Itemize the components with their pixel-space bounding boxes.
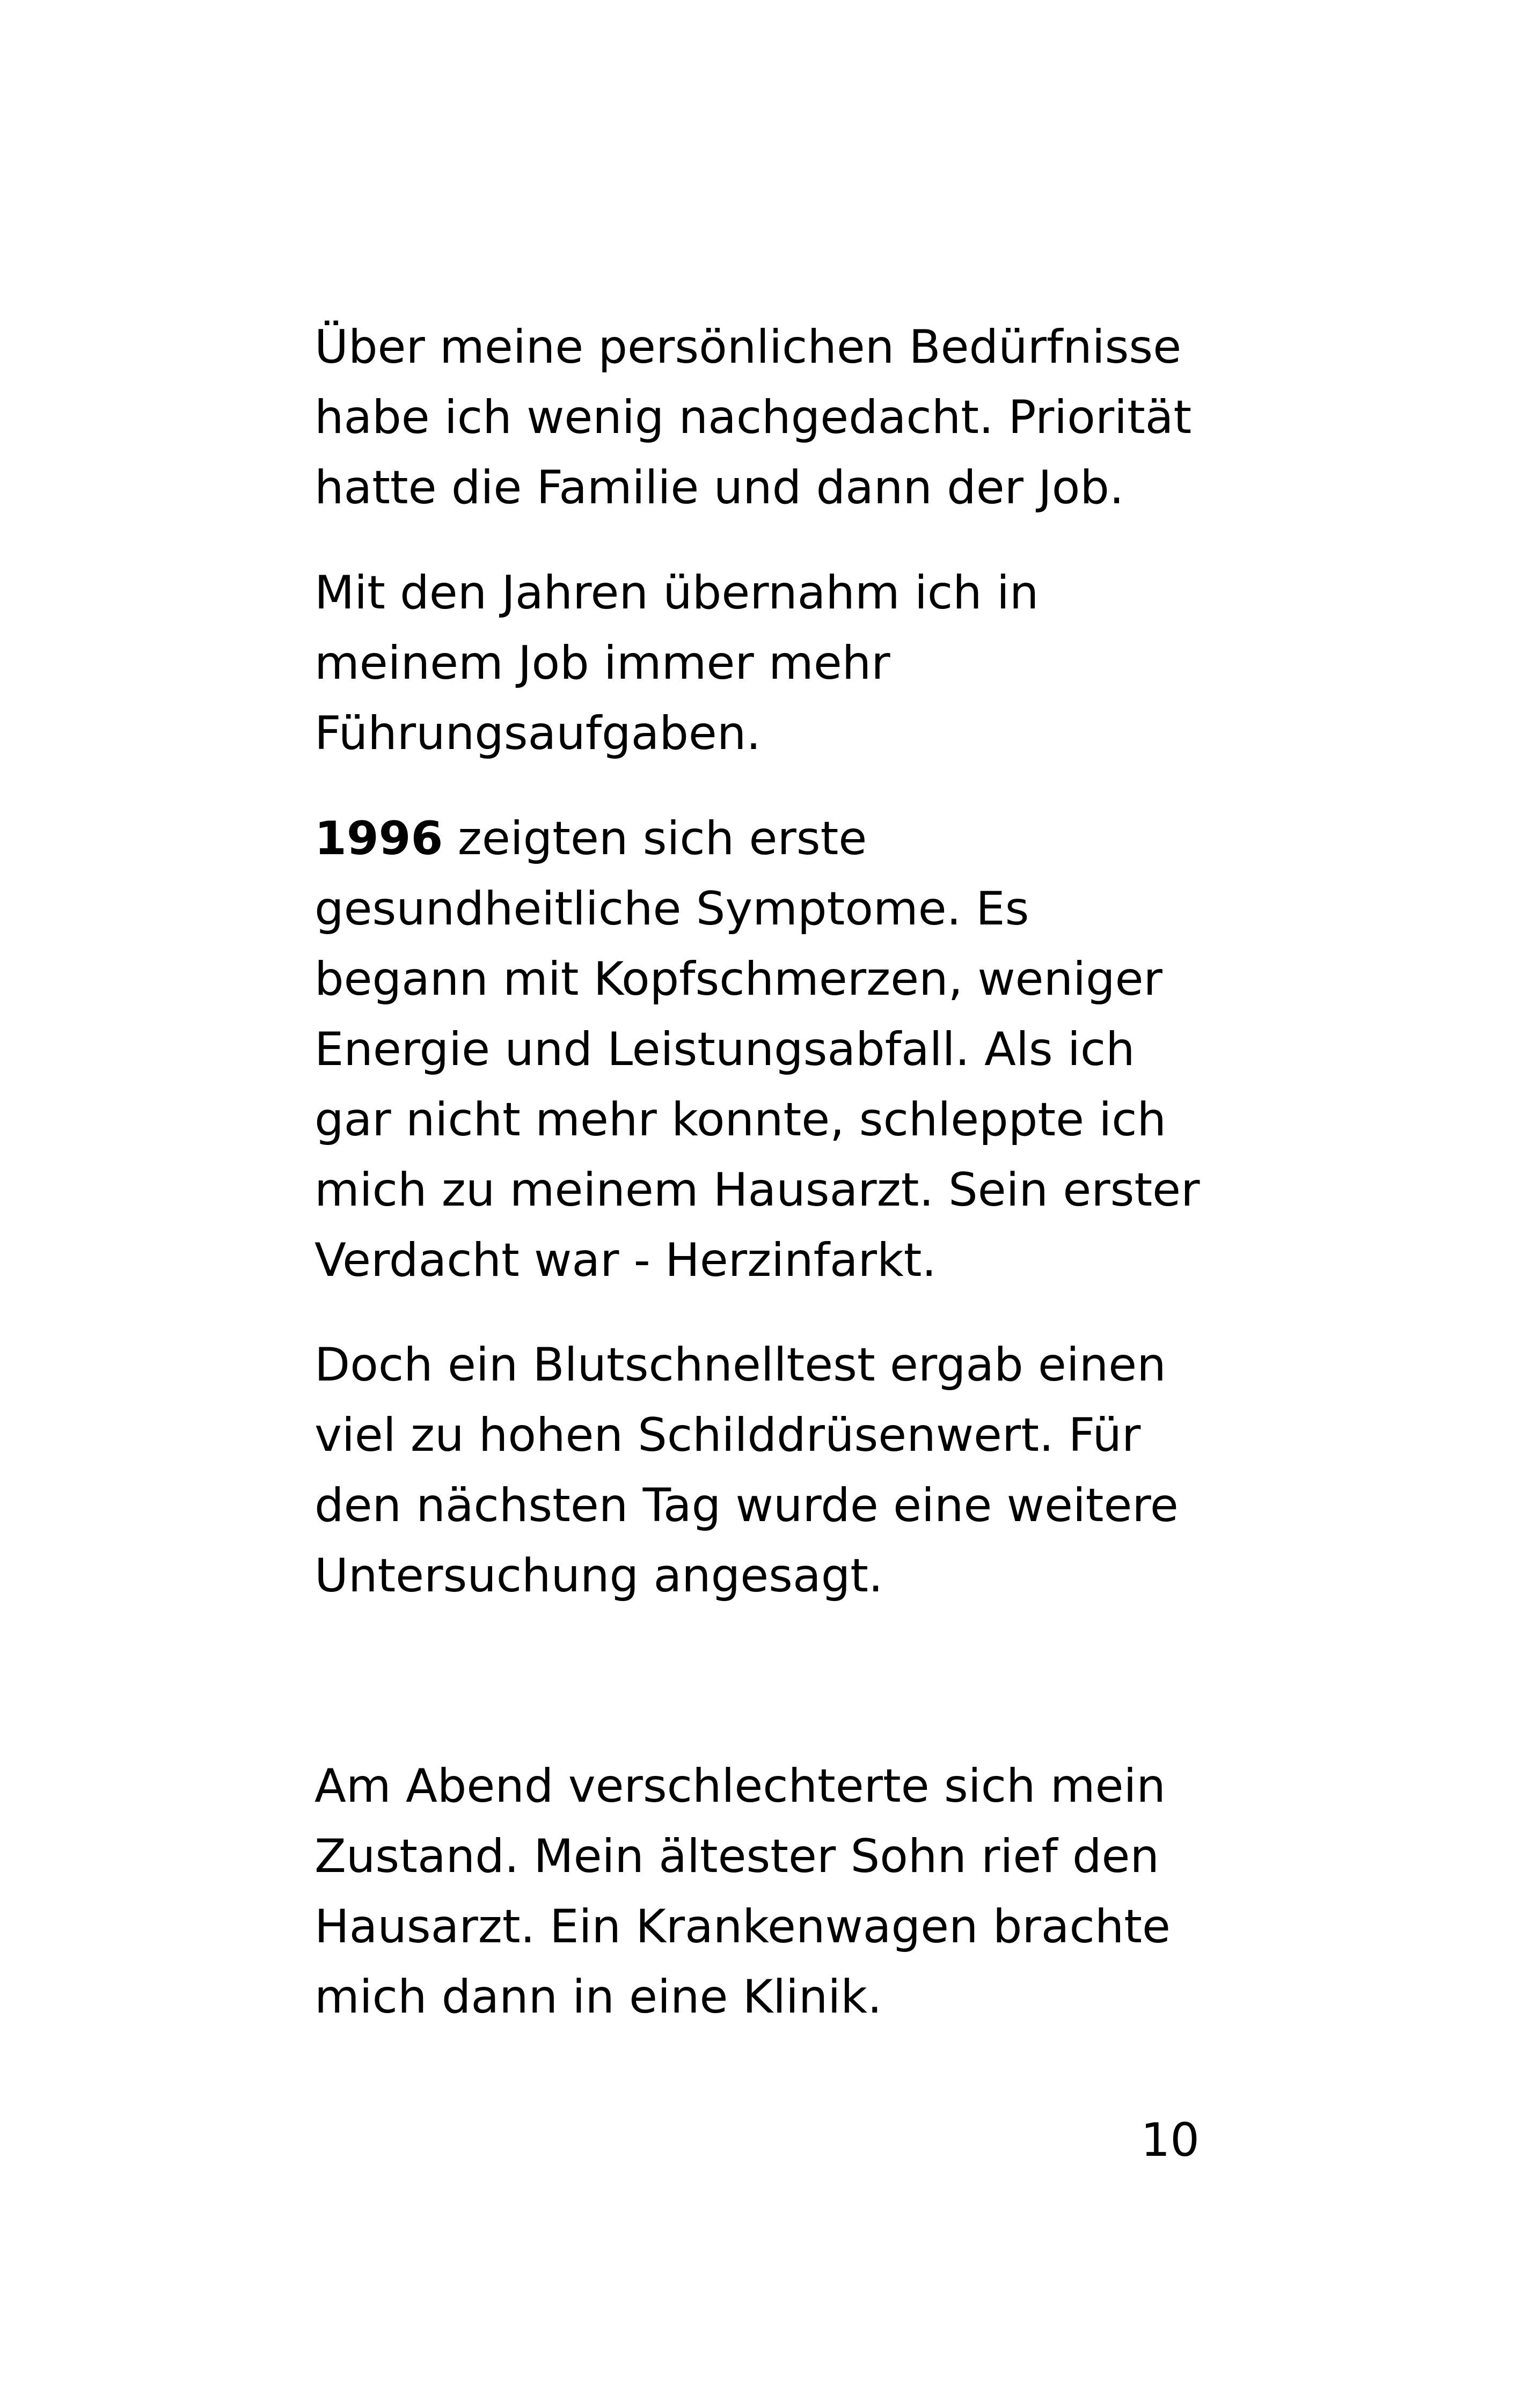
paragraph-evening [315,1751,1171,2032]
text-line: Doch ein Blutschnelltest ergab einen [315,1338,1166,1392]
text-line: Energie und Leistungsabfall. Als ich [315,1023,1135,1076]
text-line: mich dann in eine Klinik. [315,1970,882,2024]
text-line: gar nicht mehr konnte, schleppte ich [315,1093,1167,1147]
text-line: habe ich wenig nachgedacht. Priorität [315,391,1192,444]
text-line: hatte die Familie und dann der Job. [315,461,1124,515]
text-line: mich zu meinem Hausarzt. Sein erster [315,1163,1200,1217]
text-line: gesundheitliche Symptome. Es [315,882,1029,936]
paragraph-bloodtest [315,1330,1179,1611]
paragraph-symptoms [315,804,1200,1296]
text-line-first [315,804,1200,874]
text-line: begann mit Kopfschmerzen, weniger [315,952,1162,1006]
text-line: Am Abend verschlechterte sich mein [315,1759,1166,1813]
text-fragment: zeigten sich erste [443,812,867,865]
text-line: Untersuchung angesagt. [315,1549,883,1603]
page-number: 10 [1140,2113,1200,2167]
paragraph-career [315,558,1039,769]
paragraph-needs [315,312,1191,523]
text-line: meinem Job immer mehr [315,636,890,690]
text-line: Hausarzt. Ein Krankenwagen brachte [315,1900,1171,1954]
text-line: viel zu hohen Schilddrüsenwert. Für [315,1408,1141,1462]
text-line: Über meine persönlichen Bedürfnisse [315,320,1182,374]
text-line: Zustand. Mein ältester Sohn rief den [315,1830,1159,1883]
text-line: Führungsaufgaben. [315,707,761,760]
text-line: Verdacht war - Herzinfarkt. [315,1234,937,1287]
year-highlight: 1996 [315,812,443,865]
text-line: Mit den Jahren übernahm ich in [315,566,1039,620]
text-line: den nächsten Tag wurde eine weitere [315,1479,1179,1532]
